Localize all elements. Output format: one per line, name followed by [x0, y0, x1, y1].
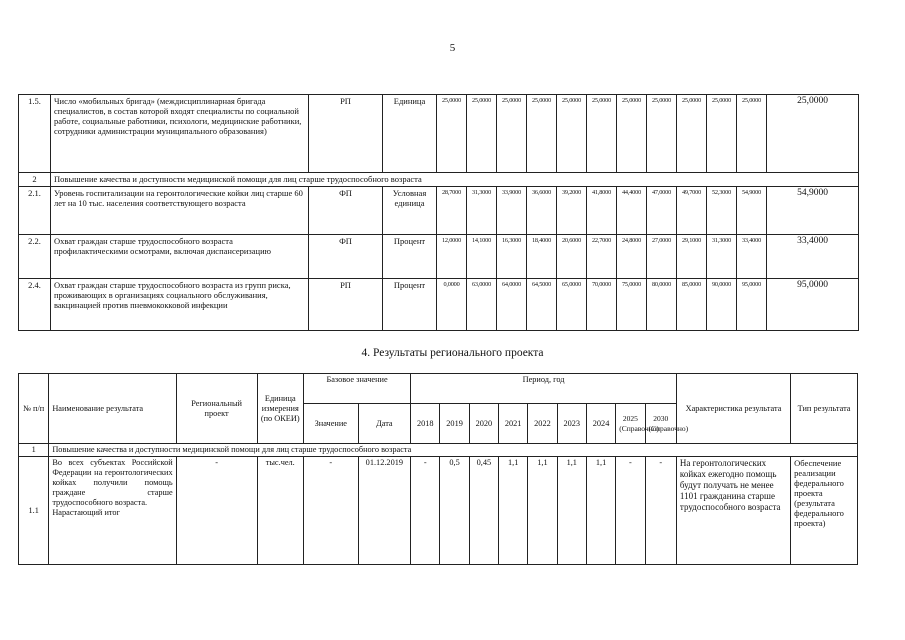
year-value: 0,0000	[437, 279, 467, 331]
row-num: 1.1	[19, 457, 49, 565]
year-value: 22,7000	[587, 235, 617, 279]
th-year: 2025 (Справочно)	[616, 404, 645, 444]
year-value: 25,0000	[737, 95, 767, 173]
section-title: 4. Результаты регионального проекта	[361, 347, 544, 359]
year-value: 18,4000	[527, 235, 557, 279]
year-value: 31,3000	[707, 235, 737, 279]
year-value: 85,0000	[677, 279, 707, 331]
section-text: Повышение качества и доступности медицинской помощи для лиц старше трудоспособного возраста	[51, 173, 859, 187]
year-value: 33,4000	[737, 235, 767, 279]
indicator-type: ФП	[309, 187, 383, 235]
final-value: 25,0000	[767, 95, 859, 173]
result-value: 1,1	[557, 457, 586, 565]
row-num: 2.4.	[19, 279, 51, 331]
final-value: 33,4000	[767, 235, 859, 279]
result-base-value: -	[304, 457, 359, 565]
row-num: 2.1.	[19, 187, 51, 235]
th-name: Наименование результата	[49, 374, 176, 444]
indicator-unit: Процент	[383, 235, 437, 279]
indicator-name: Число «мобильных бригад» (междисциплинарная бригада специалистов, в состав которой входят специалисты по социальной работе, социальные работники, психологи, медицинские работники, сотрудники администрации муниципального образования)	[51, 95, 309, 173]
page-number: 5	[449, 42, 456, 54]
year-value: 75,0000	[617, 279, 647, 331]
section-text: Повышение качества и доступности медицинской помощи для лиц старше трудоспособного возраста	[49, 444, 858, 457]
result-cumulative: Нарастающий итог	[52, 508, 120, 517]
th-year: 2018	[411, 404, 440, 444]
indicator-unit: Единица	[383, 95, 437, 173]
indicator-unit: Процент	[383, 279, 437, 331]
indicator-row	[19, 235, 859, 279]
row-num: 1.5.	[19, 95, 51, 173]
year-value: 52,3000	[707, 187, 737, 235]
result-characteristic: На геронтологических койках ежегодно помощь будут получать не менее 1101 гражданина старше трудоспособного возраста	[676, 457, 790, 565]
year-value: 70,0000	[587, 279, 617, 331]
year-value: 95,0000	[737, 279, 767, 331]
th-num: № п/п	[19, 374, 49, 444]
year-value: 25,0000	[467, 95, 497, 173]
result-type: Обеспечение реализации федерального проекта (результата федерального проекта)	[791, 457, 858, 565]
th-year: 2023	[557, 404, 586, 444]
result-project: -	[176, 457, 257, 565]
year-value: 12,0000	[437, 235, 467, 279]
year-value: 25,0000	[497, 95, 527, 173]
th-base-value: Значение	[304, 404, 359, 444]
final-value: 54,9000	[767, 187, 859, 235]
row-num: 2.2.	[19, 235, 51, 279]
year-value: 47,0000	[647, 187, 677, 235]
indicators-table	[18, 94, 859, 331]
section-row	[19, 173, 859, 187]
results-table	[18, 373, 858, 565]
indicator-name: Уровень госпитализации на геронтологические койки лиц старше 60 лет на 10 тыс. населения соответствующего возраста	[51, 187, 309, 235]
result-value: -	[645, 457, 676, 565]
indicator-type: РП	[309, 279, 383, 331]
year-value: 25,0000	[647, 95, 677, 173]
result-value: 1,1	[499, 457, 528, 565]
year-value: 54,9000	[737, 187, 767, 235]
th-year: 2020	[469, 404, 498, 444]
indicator-type: ФП	[309, 235, 383, 279]
indicator-row	[19, 187, 859, 235]
th-year: 2019	[440, 404, 469, 444]
th-year: 2022	[528, 404, 557, 444]
indicator-unit: Условная единица	[383, 187, 437, 235]
result-name-text: Во всех субъектах Российской Федерации на геронтологических койках получили помощь граждане старше трудоспособного возраста.	[52, 458, 173, 507]
year-value: 25,0000	[527, 95, 557, 173]
indicator-row	[19, 279, 859, 331]
year-value: 20,6000	[557, 235, 587, 279]
year-value: 49,7000	[677, 187, 707, 235]
th-year: 2024	[586, 404, 615, 444]
indicator-row	[19, 95, 859, 173]
th-project: Региональный проект	[176, 374, 257, 444]
result-value: 1,1	[528, 457, 557, 565]
year-value: 25,0000	[707, 95, 737, 173]
year-value: 25,0000	[617, 95, 647, 173]
th-unit: Единица измерения (по ОКЕИ)	[257, 374, 303, 444]
result-value: -	[411, 457, 440, 565]
year-value: 27,0000	[647, 235, 677, 279]
result-value: -	[616, 457, 645, 565]
year-value: 25,0000	[677, 95, 707, 173]
year-value: 29,1000	[677, 235, 707, 279]
indicator-type: РП	[309, 95, 383, 173]
year-value: 65,0000	[557, 279, 587, 331]
result-value: 0,45	[469, 457, 498, 565]
year-value: 90,0000	[707, 279, 737, 331]
year-value: 39,2000	[557, 187, 587, 235]
year-value: 28,7000	[437, 187, 467, 235]
th-year: 2021	[499, 404, 528, 444]
year-value: 64,0000	[497, 279, 527, 331]
result-base-date: 01.12.2019	[358, 457, 411, 565]
year-value: 25,0000	[437, 95, 467, 173]
indicator-name: Охват граждан старше трудоспособного возраста профилактическими осмотрами, включая диспансеризацию	[51, 235, 309, 279]
result-name	[49, 457, 176, 565]
th-base: Базовое значение	[304, 374, 411, 404]
year-value: 14,1000	[467, 235, 497, 279]
final-value: 95,0000	[767, 279, 859, 331]
year-value: 80,0000	[647, 279, 677, 331]
year-value: 44,4000	[617, 187, 647, 235]
year-value: 63,0000	[467, 279, 497, 331]
year-value: 33,9000	[497, 187, 527, 235]
indicator-name: Охват граждан старше трудоспособного возраста из групп риска, проживающих в организациях социального обслуживания, вакцинацией против пневмококковой инфекции	[51, 279, 309, 331]
th-type: Тип результата	[791, 374, 858, 444]
result-value: 0,5	[440, 457, 469, 565]
th-year: 2030 (Справочно)	[645, 404, 676, 444]
year-value: 64,5000	[527, 279, 557, 331]
result-unit: тыс.чел.	[257, 457, 303, 565]
year-value: 41,8000	[587, 187, 617, 235]
year-value: 25,0000	[557, 95, 587, 173]
year-value: 31,3000	[467, 187, 497, 235]
year-value: 24,8000	[617, 235, 647, 279]
year-value: 25,0000	[587, 95, 617, 173]
year-value: 36,6000	[527, 187, 557, 235]
section-num: 1	[19, 444, 49, 457]
th-period: Период, год	[411, 374, 677, 404]
th-base-date: Дата	[358, 404, 411, 444]
result-value: 1,1	[586, 457, 615, 565]
year-value: 16,3000	[497, 235, 527, 279]
th-char: Характеристика результата	[676, 374, 790, 444]
section-num: 2	[19, 173, 51, 187]
